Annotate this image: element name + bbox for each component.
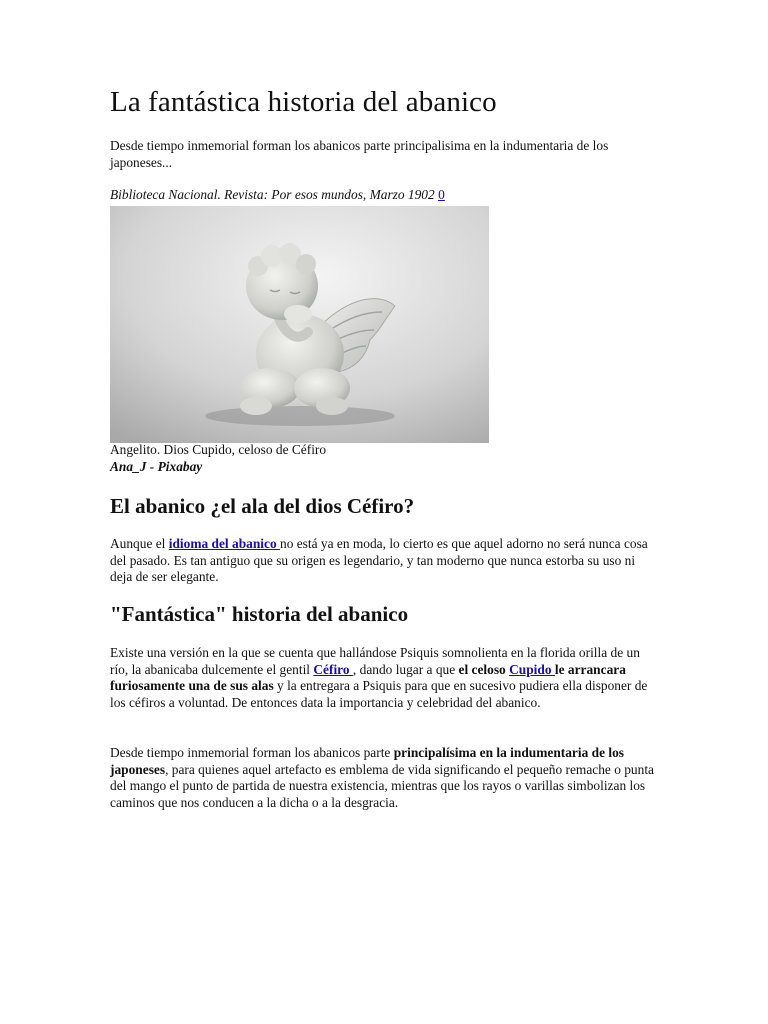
section2-paragraph-2 [110, 745, 660, 811]
page-title: La fantástica historia del abanico [110, 86, 497, 118]
cefiro-link[interactable]: Céfiro [313, 661, 353, 677]
idioma-del-abanico-link[interactable]: idioma del abanico [168, 536, 280, 551]
cupid-statue-photo [110, 206, 489, 443]
image-caption: Angelito. Dios Cupido, celoso de Céfiro [110, 442, 327, 457]
text-segment: , para quienes aquel artefacto es emblema de vida significando el pequeño remache o punta del mango el punto de partida de nuestra existencia, mientras que los rayos o varillas simbolizan los caminos que nos conducen a la dicha o a la desgracia. [110, 761, 654, 810]
intro-paragraph: Desde tiempo inmemorial forman los abanicos parte principalisima en la indumentaria de los japoneses... [110, 138, 609, 170]
text-segment: , dando lugar a que [352, 661, 459, 677]
text-segment: Existe una versión en la que se cuenta que hallándose Psiquis somnolienta en la florida orilla de un río, la abanicaba dulcemente el gentil [110, 645, 640, 677]
bold-text: principalísima en la indumentaria de los japoneses [110, 745, 625, 777]
citation-link[interactable]: 0 [438, 187, 445, 202]
bold-text: le arrancara furiosamente una de sus alas [110, 661, 626, 694]
image-credit: Ana_J - Pixabay [110, 459, 203, 474]
text-segment: Aunque el [110, 536, 169, 551]
citation [110, 187, 445, 203]
text-segment: no está ya en moda, lo cierto es que aquel adorno no será nunca cosa del pasado. Es tan antiguo que su origen es legendario, y tan moderno que nunca estorba su uso ni deja de ser elegante. [110, 536, 648, 585]
citation-text: Biblioteca Nacional. Revista: Por esos mundos, Marzo 1902 [110, 187, 435, 202]
section2-paragraph-1 [110, 645, 660, 711]
section1-paragraph [110, 536, 660, 586]
section-heading-historia: "Fantástica" historia del abanico [110, 602, 409, 626]
bold-text: el celoso [458, 661, 510, 677]
section-heading-cefiro: El abanico ¿el ala del dios Céfiro? [110, 494, 415, 518]
text-segment: Desde tiempo inmemorial forman los abanicos parte [110, 745, 394, 760]
text-segment: y la entregara a Psiquis para que en sucesivo pudiera ella disponer de los céfiros a voluntad. De entonces data la importancia y celebridad del abanico. [110, 678, 648, 710]
cupido-link[interactable]: Cupido [509, 661, 555, 677]
